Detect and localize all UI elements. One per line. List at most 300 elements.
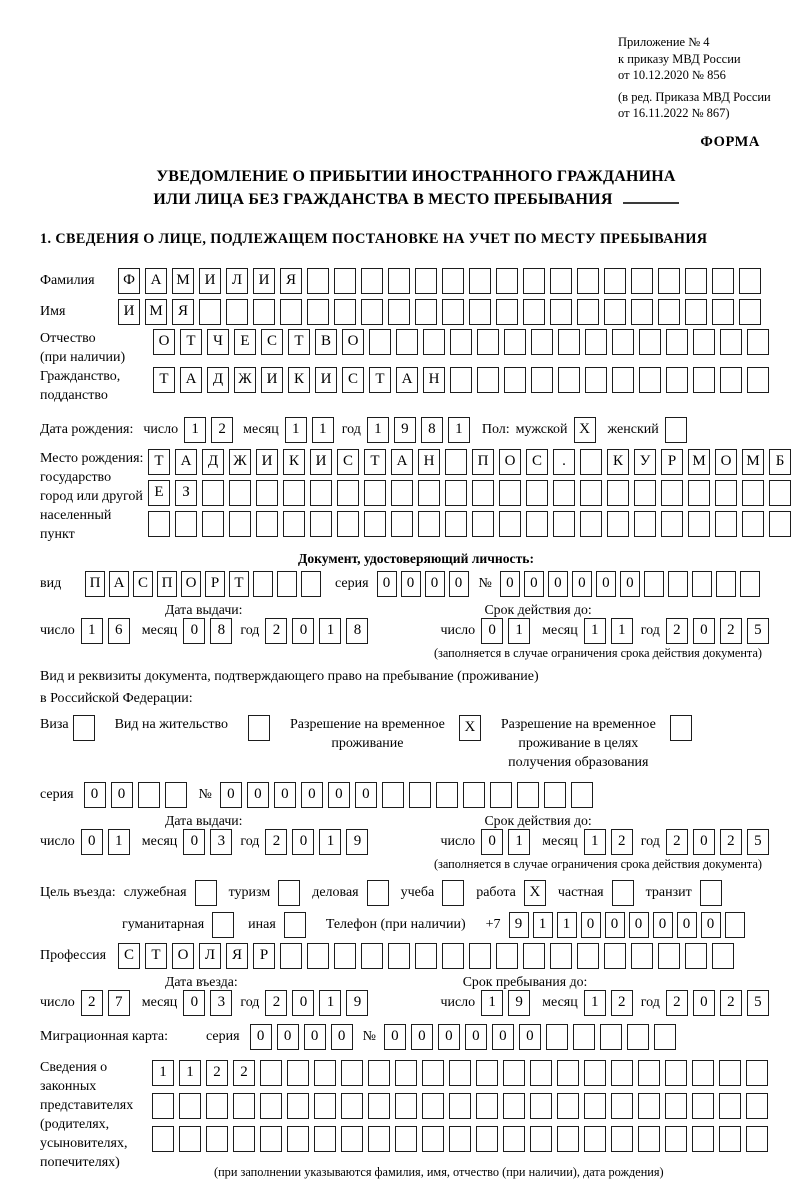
cell[interactable]: [422, 1060, 444, 1086]
cell[interactable]: [746, 1126, 768, 1152]
cell[interactable]: [716, 571, 736, 597]
cell[interactable]: [584, 1060, 606, 1086]
cell[interactable]: 2: [611, 990, 633, 1016]
cell[interactable]: 0: [693, 990, 715, 1016]
cell[interactable]: [368, 1060, 390, 1086]
cell[interactable]: 1: [312, 417, 334, 443]
cell[interactable]: [746, 1060, 768, 1086]
cell[interactable]: [523, 268, 545, 294]
cell[interactable]: К: [288, 367, 310, 393]
cell[interactable]: З: [175, 480, 197, 506]
cell[interactable]: [627, 1024, 649, 1050]
cell[interactable]: И: [256, 449, 278, 475]
cell[interactable]: Е: [148, 480, 170, 506]
cell[interactable]: [715, 511, 737, 537]
cell[interactable]: 0: [183, 829, 205, 855]
cell[interactable]: 0: [384, 1024, 406, 1050]
cell[interactable]: 9: [509, 912, 529, 938]
cell[interactable]: [604, 299, 626, 325]
cell[interactable]: 0: [355, 782, 377, 808]
cell[interactable]: [550, 268, 572, 294]
cell[interactable]: [604, 943, 626, 969]
cell[interactable]: 1: [508, 618, 530, 644]
cell[interactable]: [422, 1126, 444, 1152]
cell[interactable]: Н: [423, 367, 445, 393]
cell[interactable]: [391, 511, 413, 537]
purpose-study-checkbox[interactable]: [442, 880, 464, 906]
cell[interactable]: [341, 1093, 363, 1119]
cell[interactable]: 2: [666, 990, 688, 1016]
cell[interactable]: 3: [210, 829, 232, 855]
cell[interactable]: [310, 480, 332, 506]
cell[interactable]: 2: [720, 618, 742, 644]
cell[interactable]: 0: [620, 571, 640, 597]
cell[interactable]: 0: [183, 990, 205, 1016]
cell[interactable]: [418, 480, 440, 506]
cell[interactable]: [445, 449, 467, 475]
cell[interactable]: [688, 480, 710, 506]
cell[interactable]: [665, 1060, 687, 1086]
cell[interactable]: 8: [421, 417, 443, 443]
cell[interactable]: Р: [253, 943, 275, 969]
cell[interactable]: [418, 511, 440, 537]
cell[interactable]: [504, 367, 526, 393]
cell[interactable]: [477, 329, 499, 355]
cell[interactable]: 0: [572, 571, 592, 597]
cell[interactable]: У: [634, 449, 656, 475]
cell[interactable]: 0: [653, 912, 673, 938]
cell[interactable]: [639, 367, 661, 393]
cell[interactable]: 0: [292, 618, 314, 644]
cell[interactable]: [287, 1093, 309, 1119]
cell[interactable]: 1: [557, 912, 577, 938]
cell[interactable]: [693, 329, 715, 355]
cell[interactable]: 0: [277, 1024, 299, 1050]
cell[interactable]: [202, 480, 224, 506]
cell[interactable]: [692, 1126, 714, 1152]
cell[interactable]: [611, 1126, 633, 1152]
cell[interactable]: А: [180, 367, 202, 393]
cell[interactable]: [557, 1093, 579, 1119]
cell[interactable]: 2: [81, 990, 103, 1016]
cell[interactable]: [422, 1093, 444, 1119]
cell[interactable]: 1: [584, 829, 606, 855]
cell[interactable]: Б: [769, 449, 791, 475]
cell[interactable]: [666, 367, 688, 393]
cell[interactable]: 0: [481, 829, 503, 855]
cell[interactable]: [476, 1060, 498, 1086]
cell[interactable]: [571, 782, 593, 808]
cell[interactable]: [638, 1060, 660, 1086]
cell[interactable]: [260, 1126, 282, 1152]
cell[interactable]: 0: [401, 571, 421, 597]
cell[interactable]: [526, 511, 548, 537]
cell[interactable]: [666, 329, 688, 355]
cell[interactable]: 0: [425, 571, 445, 597]
cell[interactable]: [436, 782, 458, 808]
cell[interactable]: [364, 511, 386, 537]
cell[interactable]: [715, 480, 737, 506]
cell[interactable]: 2: [666, 829, 688, 855]
cell[interactable]: С: [526, 449, 548, 475]
cell[interactable]: [469, 268, 491, 294]
cell[interactable]: М: [172, 268, 194, 294]
cell[interactable]: 0: [304, 1024, 326, 1050]
cell[interactable]: А: [175, 449, 197, 475]
cell[interactable]: [388, 268, 410, 294]
cell[interactable]: О: [499, 449, 521, 475]
cell[interactable]: [658, 299, 680, 325]
cell[interactable]: [740, 571, 760, 597]
cell[interactable]: 6: [108, 618, 130, 644]
cell[interactable]: [558, 367, 580, 393]
cell[interactable]: [631, 268, 653, 294]
cell[interactable]: [712, 299, 734, 325]
cell[interactable]: [580, 449, 602, 475]
cell[interactable]: [747, 329, 769, 355]
cell[interactable]: [661, 480, 683, 506]
cell[interactable]: Ж: [229, 449, 251, 475]
cell[interactable]: [287, 1126, 309, 1152]
cell[interactable]: 1: [319, 618, 341, 644]
cell[interactable]: [229, 511, 251, 537]
cell[interactable]: [206, 1093, 228, 1119]
cell[interactable]: Т: [153, 367, 175, 393]
cell[interactable]: [280, 943, 302, 969]
cell[interactable]: [490, 782, 512, 808]
cell[interactable]: [256, 511, 278, 537]
cell[interactable]: [553, 480, 575, 506]
cell[interactable]: С: [342, 367, 364, 393]
cell[interactable]: [720, 367, 742, 393]
cell[interactable]: 9: [508, 990, 530, 1016]
cell[interactable]: 1: [533, 912, 553, 938]
cell[interactable]: [692, 571, 712, 597]
cell[interactable]: [449, 1093, 471, 1119]
cell[interactable]: А: [145, 268, 167, 294]
cell[interactable]: [396, 329, 418, 355]
cell[interactable]: [310, 511, 332, 537]
cell[interactable]: [553, 511, 575, 537]
cell[interactable]: [600, 1024, 622, 1050]
cell[interactable]: [742, 511, 764, 537]
cell[interactable]: Т: [180, 329, 202, 355]
cell[interactable]: [175, 511, 197, 537]
cell[interactable]: 1: [184, 417, 206, 443]
cell[interactable]: 2: [265, 990, 287, 1016]
cell[interactable]: 0: [84, 782, 106, 808]
cell[interactable]: [530, 1060, 552, 1086]
cell[interactable]: 0: [250, 1024, 272, 1050]
cell[interactable]: 2: [720, 829, 742, 855]
cell[interactable]: [307, 943, 329, 969]
purpose-tourism-checkbox[interactable]: [278, 880, 300, 906]
cell[interactable]: [685, 268, 707, 294]
purpose-other-checkbox[interactable]: [284, 912, 306, 938]
cell[interactable]: [179, 1126, 201, 1152]
cell[interactable]: [685, 943, 707, 969]
cell[interactable]: [612, 367, 634, 393]
cell[interactable]: 0: [328, 782, 350, 808]
cell[interactable]: И: [261, 367, 283, 393]
cell[interactable]: 0: [605, 912, 625, 938]
purpose-transit-checkbox[interactable]: [700, 880, 722, 906]
cell[interactable]: 0: [220, 782, 242, 808]
cell[interactable]: [179, 1093, 201, 1119]
cell[interactable]: В: [315, 329, 337, 355]
cell[interactable]: [665, 1126, 687, 1152]
cell[interactable]: [415, 943, 437, 969]
cell[interactable]: 1: [179, 1060, 201, 1086]
cell[interactable]: [361, 943, 383, 969]
cell[interactable]: [577, 299, 599, 325]
cell[interactable]: [334, 943, 356, 969]
cell[interactable]: 0: [465, 1024, 487, 1050]
cell[interactable]: М: [145, 299, 167, 325]
cell[interactable]: 1: [108, 829, 130, 855]
cell[interactable]: 9: [394, 417, 416, 443]
cell[interactable]: Т: [145, 943, 167, 969]
cell[interactable]: 1: [367, 417, 389, 443]
cell[interactable]: [301, 571, 321, 597]
cell[interactable]: П: [472, 449, 494, 475]
purpose-work-checkbox[interactable]: X: [524, 880, 546, 906]
cell[interactable]: 1: [81, 618, 103, 644]
cell[interactable]: [769, 480, 791, 506]
cell[interactable]: Н: [418, 449, 440, 475]
cell[interactable]: С: [261, 329, 283, 355]
cell[interactable]: Л: [226, 268, 248, 294]
cell[interactable]: [476, 1126, 498, 1152]
cell[interactable]: [577, 268, 599, 294]
cell[interactable]: [558, 329, 580, 355]
cell[interactable]: И: [310, 449, 332, 475]
cell[interactable]: 0: [247, 782, 269, 808]
cell[interactable]: [395, 1126, 417, 1152]
cell[interactable]: А: [396, 367, 418, 393]
cell[interactable]: Ж: [234, 367, 256, 393]
cell[interactable]: [739, 268, 761, 294]
cell[interactable]: С: [337, 449, 359, 475]
cell[interactable]: Р: [661, 449, 683, 475]
cell[interactable]: 3: [210, 990, 232, 1016]
cell[interactable]: 8: [346, 618, 368, 644]
cell[interactable]: 0: [274, 782, 296, 808]
cell[interactable]: [742, 480, 764, 506]
cell[interactable]: С: [118, 943, 140, 969]
cell[interactable]: [530, 1093, 552, 1119]
cell[interactable]: [550, 299, 572, 325]
cell[interactable]: 2: [666, 618, 688, 644]
cell[interactable]: [611, 1060, 633, 1086]
cell[interactable]: 1: [285, 417, 307, 443]
cell[interactable]: Я: [280, 268, 302, 294]
cell[interactable]: [517, 782, 539, 808]
cell[interactable]: [639, 329, 661, 355]
cell[interactable]: Т: [369, 367, 391, 393]
cell[interactable]: [496, 268, 518, 294]
cell[interactable]: [152, 1093, 174, 1119]
cell[interactable]: 2: [233, 1060, 255, 1086]
cell[interactable]: 7: [108, 990, 130, 1016]
cell[interactable]: [719, 1126, 741, 1152]
cell[interactable]: [661, 511, 683, 537]
cell[interactable]: [442, 299, 464, 325]
cell[interactable]: И: [118, 299, 140, 325]
cell[interactable]: 0: [183, 618, 205, 644]
cell[interactable]: [314, 1093, 336, 1119]
cell[interactable]: [287, 1060, 309, 1086]
cell[interactable]: [283, 480, 305, 506]
cell[interactable]: [337, 480, 359, 506]
cell[interactable]: И: [315, 367, 337, 393]
cell[interactable]: 0: [301, 782, 323, 808]
cell[interactable]: 0: [292, 990, 314, 1016]
cell[interactable]: [631, 299, 653, 325]
cell[interactable]: [712, 943, 734, 969]
cell[interactable]: 9: [346, 829, 368, 855]
cell[interactable]: П: [85, 571, 105, 597]
cell[interactable]: [747, 367, 769, 393]
cell[interactable]: [423, 329, 445, 355]
cell[interactable]: О: [715, 449, 737, 475]
cell[interactable]: .: [553, 449, 575, 475]
cell[interactable]: 0: [292, 829, 314, 855]
cell[interactable]: [442, 268, 464, 294]
cell[interactable]: [719, 1060, 741, 1086]
permit-education-checkbox[interactable]: [670, 715, 692, 741]
cell[interactable]: 0: [481, 618, 503, 644]
cell[interactable]: 1: [481, 990, 503, 1016]
cell[interactable]: [665, 1093, 687, 1119]
cell[interactable]: 1: [584, 618, 606, 644]
cell[interactable]: [557, 1126, 579, 1152]
cell[interactable]: [644, 571, 664, 597]
cell[interactable]: [531, 329, 553, 355]
cell[interactable]: О: [153, 329, 175, 355]
cell[interactable]: [283, 511, 305, 537]
cell[interactable]: 5: [747, 829, 769, 855]
cell[interactable]: [463, 782, 485, 808]
cell[interactable]: [226, 299, 248, 325]
cell[interactable]: [496, 299, 518, 325]
cell[interactable]: 2: [720, 990, 742, 1016]
cell[interactable]: [503, 1060, 525, 1086]
cell[interactable]: [503, 1093, 525, 1119]
cell[interactable]: Д: [202, 449, 224, 475]
cell[interactable]: 0: [581, 912, 601, 938]
cell[interactable]: [477, 367, 499, 393]
cell[interactable]: [584, 1093, 606, 1119]
cell[interactable]: [165, 782, 187, 808]
cell[interactable]: [388, 943, 410, 969]
cell[interactable]: 9: [346, 990, 368, 1016]
cell[interactable]: [469, 943, 491, 969]
cell[interactable]: 1: [152, 1060, 174, 1086]
cell[interactable]: [634, 480, 656, 506]
cell[interactable]: [719, 1093, 741, 1119]
cell[interactable]: [607, 511, 629, 537]
cell[interactable]: [530, 1126, 552, 1152]
cell[interactable]: [531, 367, 553, 393]
cell[interactable]: Т: [148, 449, 170, 475]
cell[interactable]: [523, 299, 545, 325]
cell[interactable]: [445, 480, 467, 506]
cell[interactable]: [280, 299, 302, 325]
cell[interactable]: [654, 1024, 676, 1050]
cell[interactable]: 2: [206, 1060, 228, 1086]
cell[interactable]: [692, 1093, 714, 1119]
cell[interactable]: 0: [500, 571, 520, 597]
cell[interactable]: Л: [199, 943, 221, 969]
cell[interactable]: [523, 943, 545, 969]
cell[interactable]: [449, 1126, 471, 1152]
cell[interactable]: [409, 782, 431, 808]
cell[interactable]: [442, 943, 464, 969]
cell[interactable]: [725, 912, 745, 938]
cell[interactable]: [557, 1060, 579, 1086]
cell[interactable]: [445, 511, 467, 537]
cell[interactable]: Д: [207, 367, 229, 393]
cell[interactable]: К: [283, 449, 305, 475]
cell[interactable]: [668, 571, 688, 597]
cell[interactable]: [199, 299, 221, 325]
cell[interactable]: [607, 480, 629, 506]
cell[interactable]: [631, 943, 653, 969]
cell[interactable]: [202, 511, 224, 537]
cell[interactable]: 5: [747, 990, 769, 1016]
cell[interactable]: [658, 943, 680, 969]
cell[interactable]: Т: [288, 329, 310, 355]
cell[interactable]: [449, 1060, 471, 1086]
cell[interactable]: 8: [210, 618, 232, 644]
cell[interactable]: [450, 367, 472, 393]
cell[interactable]: [253, 299, 275, 325]
cell[interactable]: 2: [611, 829, 633, 855]
cell[interactable]: [712, 268, 734, 294]
permit-residence-checkbox[interactable]: [248, 715, 270, 741]
cell[interactable]: [307, 299, 329, 325]
cell[interactable]: [472, 480, 494, 506]
cell[interactable]: Р: [205, 571, 225, 597]
cell[interactable]: [638, 1126, 660, 1152]
cell[interactable]: [395, 1060, 417, 1086]
cell[interactable]: [253, 571, 273, 597]
cell[interactable]: [256, 480, 278, 506]
cell[interactable]: [148, 511, 170, 537]
sex-female-checkbox[interactable]: [665, 417, 687, 443]
cell[interactable]: [746, 1093, 768, 1119]
cell[interactable]: [391, 480, 413, 506]
cell[interactable]: О: [172, 943, 194, 969]
cell[interactable]: М: [742, 449, 764, 475]
cell[interactable]: 0: [519, 1024, 541, 1050]
cell[interactable]: [634, 511, 656, 537]
cell[interactable]: 0: [492, 1024, 514, 1050]
cell[interactable]: [364, 480, 386, 506]
cell[interactable]: 0: [596, 571, 616, 597]
cell[interactable]: 2: [265, 829, 287, 855]
cell[interactable]: 2: [265, 618, 287, 644]
cell[interactable]: [369, 329, 391, 355]
cell[interactable]: Т: [364, 449, 386, 475]
cell[interactable]: [229, 480, 251, 506]
cell[interactable]: [692, 1060, 714, 1086]
cell[interactable]: [206, 1126, 228, 1152]
cell[interactable]: [580, 480, 602, 506]
cell[interactable]: 0: [548, 571, 568, 597]
cell[interactable]: 0: [693, 829, 715, 855]
